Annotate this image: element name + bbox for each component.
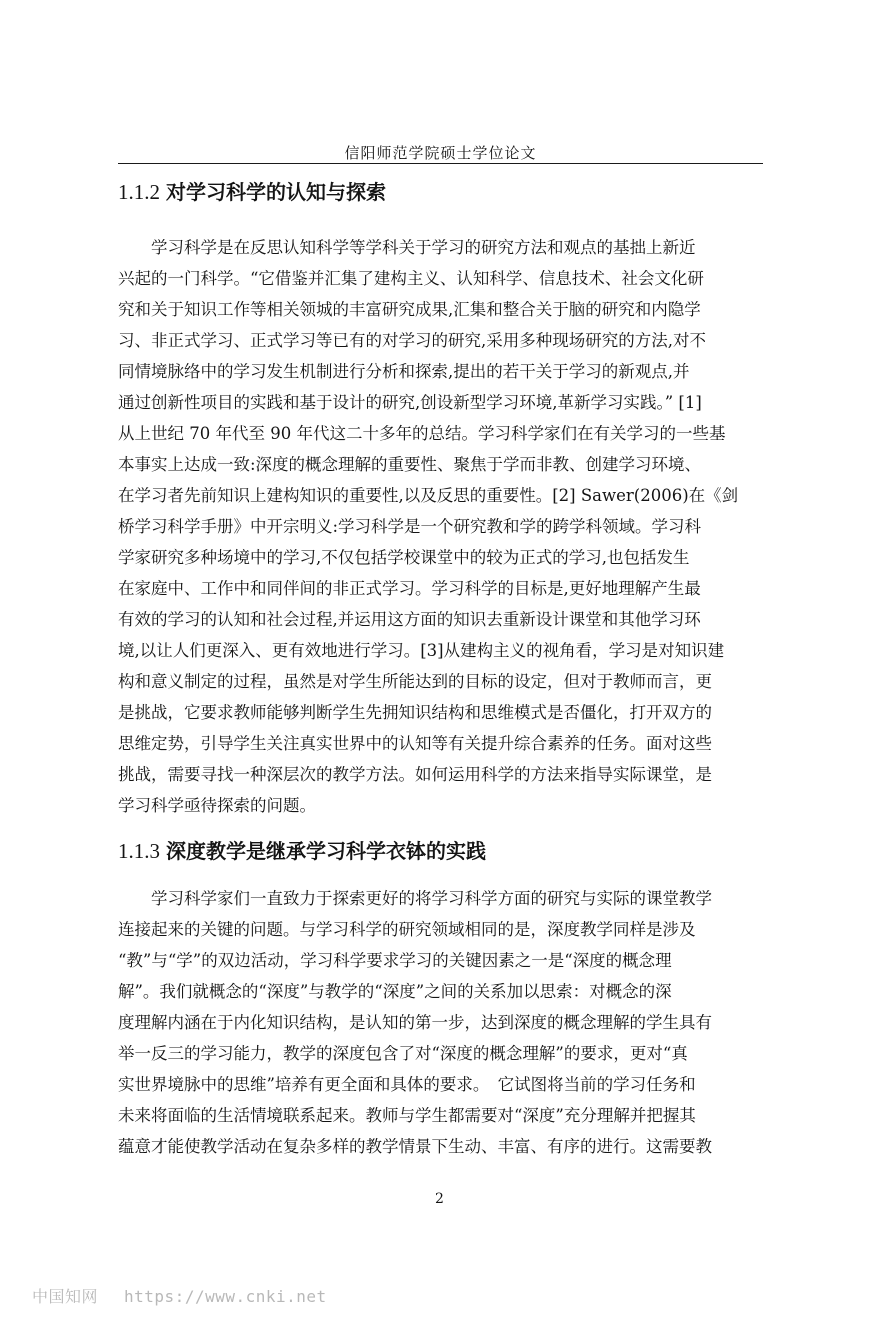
cnki-watermark bbox=[32, 1284, 327, 1307]
text-line: 有效的学习的认知和社会过程,并运用这方面的知识去重新设计课堂和其他学习环 bbox=[118, 610, 701, 629]
section-title: 对学习科学的认知与探索 bbox=[166, 180, 386, 204]
body-paragraph bbox=[118, 232, 768, 821]
text-line: 蕴意才能使教学活动在复杂多样的教学情景下生动、丰富、有序的进行。这需要教 bbox=[118, 1137, 712, 1156]
text-line: 连接起来的关键的问题。与学习科学的研究领域相同的是，深度教学同样是涉及 bbox=[118, 920, 696, 939]
text-line: 习、非正式学习、正式学习等已有的对学习的研究,采用多种现场研究的方法,对不 bbox=[118, 331, 706, 350]
text-line: 解”。我们就概念的“深度”与教学的“深度”之间的关系加以思索：对概念的深 bbox=[118, 982, 672, 1001]
section-heading bbox=[118, 836, 768, 866]
text-line: 挑战，需要寻找一种深层次的教学方法。如何运用科学的方法来指导实际课堂，是 bbox=[118, 765, 712, 784]
text-line: 实世界境脉中的思维”培养有更全面和具体的要求。 它试图将当前的学习任务和 bbox=[118, 1075, 696, 1094]
text-line: 构和意义制定的过程，虽然是对学生所能达到的目标的设定，但对于教师而言，更 bbox=[118, 672, 712, 691]
watermark-brand: 中国知网 bbox=[32, 1287, 99, 1306]
text-line: 本事实上达成一致:深度的概念理解的重要性、聚焦于学而非教、创建学习环境、 bbox=[118, 455, 702, 474]
text-line: “教”与“学”的双边活动，学习科学要求学习的关键因素之一是“深度的概念理 bbox=[118, 951, 672, 970]
text-line: 学习科学亟待探索的问题。 bbox=[118, 796, 316, 815]
text-line: 学家研究多种场境中的学习,不仅包括学校课堂中的较为正式的学习,也包括发生 bbox=[118, 548, 690, 567]
text-line: 究和关于知识工作等相关领城的丰富研究成果,汇集和整合关于脑的研究和内隐学 bbox=[118, 300, 701, 319]
text-line: 通过创新性项目的实践和基于设计的研究,创设新型学习环境,革新学习实践。” [1] bbox=[118, 393, 702, 412]
text-line: 在家庭中、工作中和同伴间的非正式学习。学习科学的目标是,更好地理解产生最 bbox=[118, 579, 701, 598]
section-title: 深度教学是继承学习科学衣钵的实践 bbox=[166, 839, 486, 863]
text-line: 同情境脉络中的学习发生机制进行分析和探索,提出的若干关于学习的新观点,并 bbox=[118, 362, 690, 381]
text-line: 境,以让人们更深入、更有效地进行学习。[3]从建构主义的视角看，学习是对知识建 bbox=[118, 641, 725, 660]
text-line: 桥学习科学手册》中开宗明义:学习科学是一个研究教和学的跨学科领域。学习科 bbox=[118, 517, 702, 536]
text-line: 思维定势，引导学生关注真实世界中的认知等有关提升综合素养的任务。面对这些 bbox=[118, 734, 712, 753]
text-line: 度理解内涵在于内化知识结构，是认知的第一步，达到深度的概念理解的学生具有 bbox=[118, 1013, 712, 1032]
text-line: 在学习者先前知识上建构知识的重要性,以及反思的重要性。[2] Sawer(2006)在《剑 bbox=[118, 486, 739, 505]
running-header: 信阳师范学院硕士学位论文 bbox=[344, 144, 537, 162]
watermark-url: https://www.cnki.net bbox=[124, 1287, 327, 1306]
header-rule bbox=[118, 163, 763, 164]
text-line: 举一反三的学习能力，教学的深度包含了对“深度的概念理解”的要求，更对“真 bbox=[118, 1044, 688, 1063]
section-number: 1.1.2 bbox=[118, 180, 160, 204]
section-heading bbox=[118, 177, 768, 207]
text-line: 未来将面临的生活情境联系起来。教师与学生都需要对“深度”充分理解并把握其 bbox=[118, 1106, 696, 1125]
section-number: 1.1.3 bbox=[118, 839, 160, 863]
page-number: 2 bbox=[435, 1191, 444, 1207]
text-line: 学习科学家们一直致力于探索更好的将学习科学方面的研究与实际的课堂教学 bbox=[118, 889, 712, 908]
text-line: 从上世纪 70 年代至 90 年代这二十多年的总结。学习科学家们在有关学习的一些基 bbox=[118, 424, 726, 443]
text-line: 兴起的一门科学。“它借鉴并汇集了建构主义、认知科学、信息技术、社会文化研 bbox=[118, 269, 704, 288]
text-line: 是挑战，它要求教师能够判断学生先拥知识结构和思维模式是否僵化，打开双方的 bbox=[118, 703, 712, 722]
text-line: 学习科学是在反思认知科学等学科关于学习的研究方法和观点的基拙上新近 bbox=[118, 238, 696, 257]
body-paragraph bbox=[118, 883, 768, 1162]
